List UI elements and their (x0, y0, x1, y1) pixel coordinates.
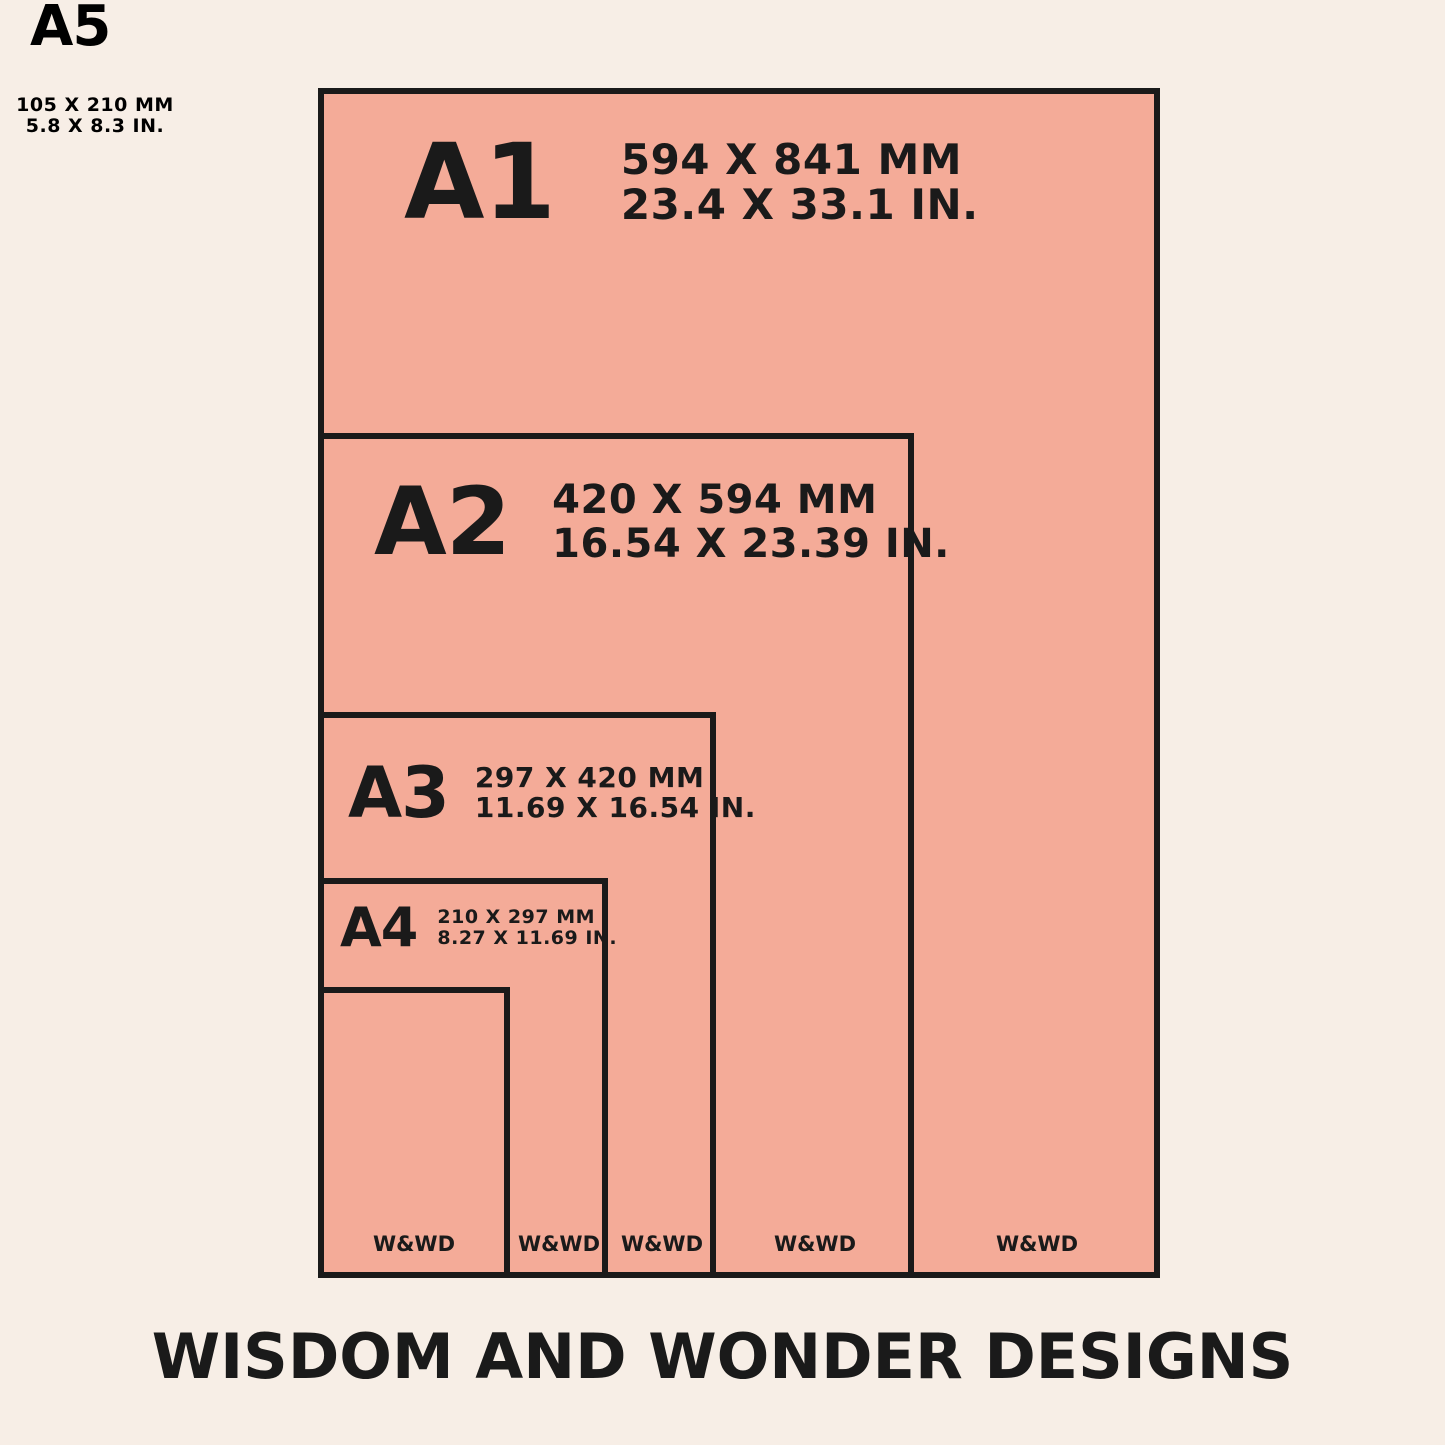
size-dimensions-a4 (437, 907, 617, 948)
size-code-a3: A3 (348, 752, 449, 834)
size-dimensions-in-a4: 8.27 X 11.69 IN. (437, 926, 618, 949)
label-group-a5 (0, 0, 192, 136)
size-dimensions-in-a3: 11.69 X 16.54 IN. (474, 791, 756, 825)
label-group-a1 (404, 121, 979, 243)
size-dimensions-a5 (0, 95, 192, 136)
label-group-a4 (340, 896, 618, 959)
size-dimensions-a2 (552, 479, 950, 565)
size-code-a5: A5 (30, 0, 111, 59)
label-group-a2 (374, 468, 950, 577)
size-dimensions-in-a2: 16.54 X 23.39 IN. (552, 520, 950, 567)
size-dimensions-mm-a2: 420 X 594 MM (552, 477, 878, 524)
size-dimensions-mm-a1: 594 X 841 MM (620, 135, 963, 185)
size-code-a2: A2 (374, 468, 511, 577)
size-dimensions-in-a1: 23.4 X 33.1 IN. (620, 180, 979, 230)
size-code-a1: A1 (404, 121, 555, 243)
brand-title: WISDOM AND WONDER DESIGNS (151, 1320, 1294, 1393)
size-code-a4: A4 (340, 896, 418, 959)
size-dimensions-a3 (475, 763, 756, 823)
label-group-a3 (348, 752, 756, 834)
size-dimensions-in-a5: 5.8 X 8.3 IN. (25, 114, 165, 137)
size-dimensions-a1 (621, 137, 979, 228)
size-dimensions-mm-a4: 210 X 297 MM (437, 906, 596, 929)
size-dimensions-mm-a3: 297 X 420 MM (474, 761, 705, 795)
size-dimensions-mm-a5: 105 X 210 MM (16, 94, 174, 117)
